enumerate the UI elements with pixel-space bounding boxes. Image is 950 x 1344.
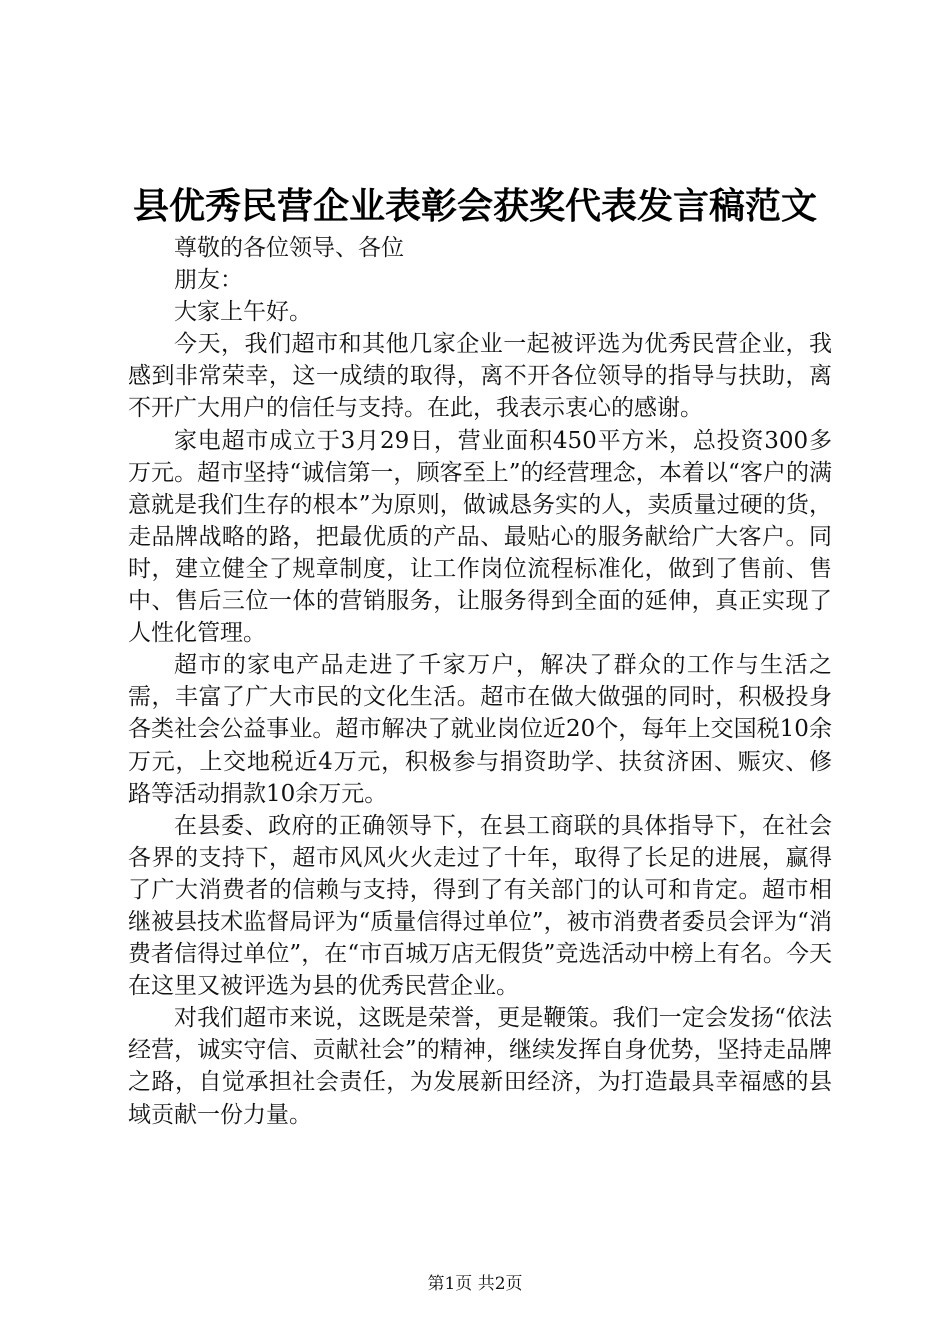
salutation-line-1: 尊敬的各位领导、各位: [174, 235, 404, 261]
paragraph-5: 对我们超市来说，这既是荣誉，更是鞭策。我们一定会发扬“依法经营，诚实守信、贡献社会”的精神，继续发挥自身优势，坚持走品牌之路，自觉承担社会责任，为发展新田经济，为打造最具幸福感的县域贡献一份力量。: [128, 1005, 832, 1128]
greeting-line: 大家上午好。: [174, 299, 312, 326]
document-title: 县优秀民营企业表彰会获奖代表发言稿范文: [132, 185, 817, 227]
salutation-line-2: 朋友：: [174, 267, 243, 294]
paragraph-1: 今天，我们超市和其他几家企业一起被评选为优秀民营企业，我感到非常荣幸，这一成绩的取得，离不开各位领导的指导与扶助，离不开广大用户的信任与支持。在此，我表示衷心的感谢。: [128, 331, 832, 422]
page-indicator: 第1页 共2页: [427, 1274, 523, 1294]
paragraph-4: 在县委、政府的正确领导下，在县工商联的具体指导下，在社会各界的支持下，超市风风火火走过了十年，取得了长足的进展，赢得了广大消费者的信赖与支持，得到了有关部门的认可和肯定。超市相继被县技术监督局评为“质量信得过单位”，被市消费者委员会评为“消费者信得过单位”，在“市百城万店无假货”竞选活动中榜上有名。今天在这里又被评选为县的优秀民营企业。: [128, 812, 832, 1000]
paragraph-3: 超市的家电产品走进了千家万户，解决了群众的工作与生活之需，丰富了广大市民的文化生活。超市在做大做强的同时，积极投身各类社会公益事业。超市解决了就业岗位近20个，每年上交国税10余万元，上交地税近4万元，积极参与捐资助学、扶贫济困、赈灾、修路等活动捐款10余万元。: [128, 652, 832, 807]
document-body: [128, 232, 832, 1131]
paragraph-2: 家电超市成立于3月29日，营业面积450平方米，总投资300多万元。超市坚持“诚信第一，顾客至上”的经营理念，本着以“客户的满意就是我们生存的根本”为原则，做诚恳务实的人，卖质量过硬的货，走品牌战略的路，把最优质的产品、最贴心的服务献给广大客户。同时，建立健全了规章制度，让工作岗位流程标准化，做到了售前、售中、售后三位一体的营销服务，让服务得到全面的延伸，真正实现了人性化管理。: [128, 427, 832, 647]
